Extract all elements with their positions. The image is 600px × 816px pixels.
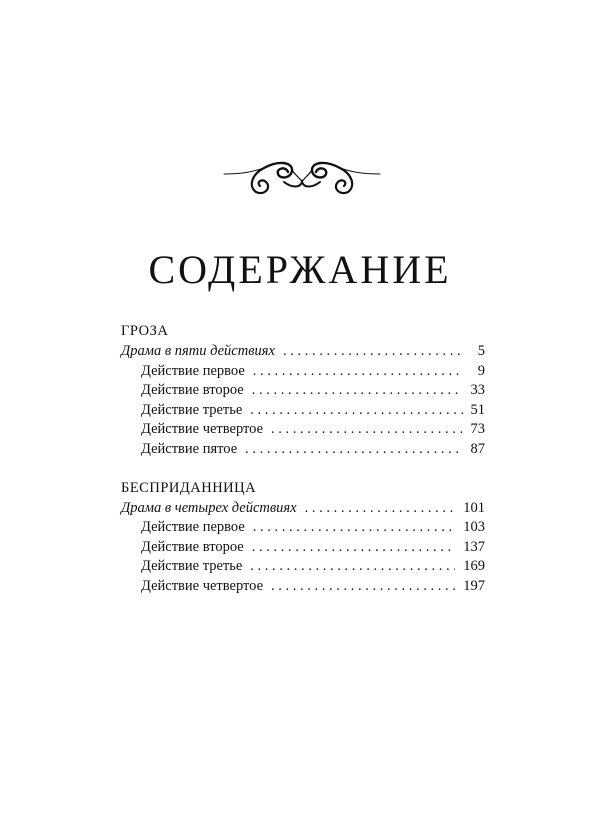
toc-entry[interactable] xyxy=(121,440,485,460)
dot-leader xyxy=(250,557,455,577)
entry-page-number: 33 xyxy=(470,382,485,399)
dot-leader xyxy=(250,401,462,421)
dot-leader xyxy=(271,577,455,597)
flourish-ornament-icon xyxy=(222,152,382,200)
section-title: ГРОЗА xyxy=(121,323,169,339)
entry-label: Действие третье xyxy=(141,558,243,575)
dot-leader xyxy=(252,538,456,558)
entry-label: Действие первое xyxy=(141,362,245,379)
entry-label: Действие четвертое xyxy=(141,421,264,438)
entry-label: Действие четвертое xyxy=(141,577,264,594)
entry-label: Действие первое xyxy=(141,519,245,536)
toc-section-groza xyxy=(121,322,485,460)
dot-leader xyxy=(252,381,463,401)
entry-page-number: 169 xyxy=(463,558,485,575)
dot-leader xyxy=(245,440,462,460)
toc-entry-subtitle[interactable] xyxy=(121,499,485,519)
entry-page-number: 87 xyxy=(470,440,485,457)
toc-entry[interactable] xyxy=(121,401,485,421)
toc-entry[interactable] xyxy=(121,420,485,440)
entry-label: Действие второе xyxy=(141,382,244,399)
toc-entry[interactable] xyxy=(121,518,485,538)
dot-leader xyxy=(305,499,456,519)
entry-page-number: 51 xyxy=(470,401,485,418)
toc-entry[interactable] xyxy=(121,538,485,558)
toc-section-bespridannitsa xyxy=(121,479,485,597)
toc-entry[interactable] xyxy=(121,557,485,577)
entry-label: Действие второе xyxy=(141,538,244,555)
toc-entry-subtitle[interactable] xyxy=(121,342,485,362)
entry-label: Действие пятое xyxy=(141,440,238,457)
toc-entry[interactable] xyxy=(121,381,485,401)
dot-leader xyxy=(283,342,463,362)
section-title: БЕСПРИДАННИЦА xyxy=(121,479,257,496)
entry-page-number: 9 xyxy=(477,362,485,379)
entry-page-number: 101 xyxy=(463,499,485,516)
dot-leader xyxy=(271,420,462,440)
entry-page-number: 103 xyxy=(463,519,485,536)
entry-label: Драма в пяти действиях xyxy=(121,343,275,359)
entry-page-number: 73 xyxy=(470,421,485,438)
entry-label: Действие третье xyxy=(141,401,243,418)
dot-leader xyxy=(253,362,463,382)
toc-entry[interactable] xyxy=(121,362,485,382)
entry-page-number: 197 xyxy=(463,577,485,594)
table-of-contents xyxy=(121,322,485,597)
entry-page-number: 5 xyxy=(477,343,485,359)
dot-leader xyxy=(253,518,455,538)
entry-page-number: 137 xyxy=(463,538,485,555)
page-title: СОДЕРЖАНИЕ xyxy=(148,247,452,292)
toc-entry[interactable] xyxy=(121,577,485,597)
entry-label: Драма в четырех действиях xyxy=(121,499,297,516)
